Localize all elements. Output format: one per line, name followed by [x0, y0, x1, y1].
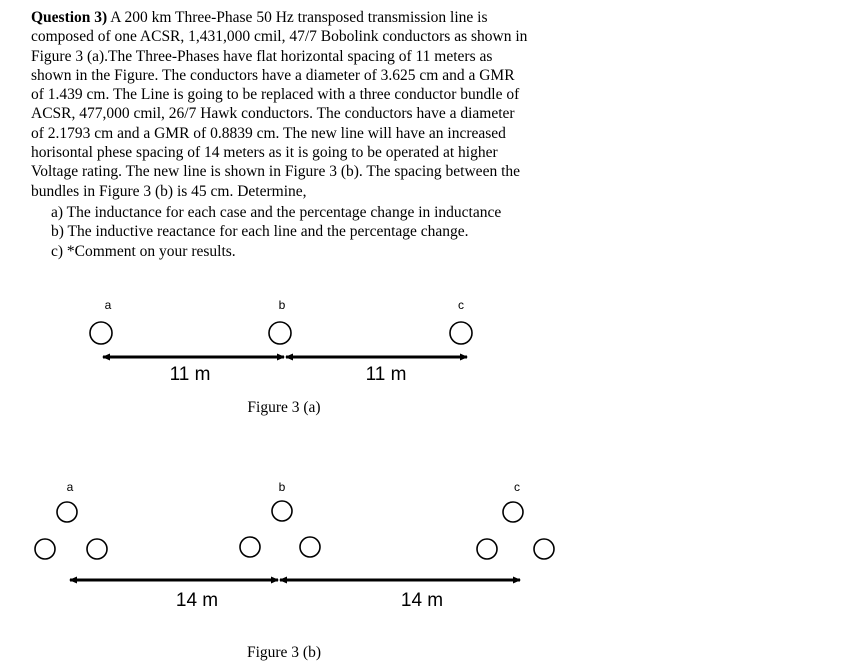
subconductor: [87, 539, 107, 559]
question-line: of 2.1793 cm and a GMR of 0.8839 cm. The new line will have an increased: [31, 124, 506, 142]
phase-label-a: a: [104, 298, 112, 312]
subconductor: [300, 537, 320, 557]
question-line: horisontal phese spacing of 14 meters as it is going to be operated at higher: [31, 144, 498, 162]
question-part-b: b) The inductive reactance for each line and the percentage change.: [51, 223, 469, 241]
conductor-b: [269, 322, 291, 344]
question-line: Figure 3 (a).The Three-Phases have flat horizontal spacing of 11 meters as: [31, 47, 493, 65]
spacing-label-bc: 14 m: [400, 590, 444, 611]
conductor-bundle-a: [35, 502, 107, 559]
question-line: shown in the Figure. The conductors have a diameter of 3.625 cm and a GMR: [31, 66, 515, 84]
question-line: ACSR, 477,000 cmil, 26/7 Hawk conductors. The conductors have a diameter: [31, 105, 515, 123]
phase-label-a: a: [66, 480, 74, 494]
figure-3b: [35, 480, 554, 661]
question-line-1-text: A 200 km Three-Phase 50 Hz transposed transmission line is: [107, 9, 488, 26]
figure-caption-b: Figure 3 (b): [246, 644, 322, 661]
conductor-bundle-b: [240, 501, 320, 557]
subconductor: [272, 501, 292, 521]
question-line: of 1.439 cm. The Line is going to be replaced with a three conductor bundle of: [31, 86, 520, 104]
subconductor: [534, 539, 554, 559]
question-line: bundles in Figure 3 (b) is 45 cm. Determine,: [31, 182, 307, 200]
conductor-a: [90, 322, 112, 344]
spacing-label-ab: 14 m: [175, 590, 219, 611]
subconductor: [477, 539, 497, 559]
phase-label-c: c: [458, 298, 464, 312]
conductor-c: [450, 322, 472, 344]
subconductor: [503, 502, 523, 522]
question-part-a: a) The inductance for each case and the percentage change in inductance: [51, 204, 502, 221]
subconductor: [240, 537, 260, 557]
question-line: Voltage rating. The new line is shown in Figure 3 (b). The spacing between the: [31, 163, 521, 181]
subconductor: [57, 502, 77, 522]
question-label: Question 3): [31, 9, 108, 26]
conductor-bundle-c: [477, 502, 554, 559]
question-line: composed of one ACSR, 1,431,000 cmil, 47/7 Bobolink conductors as shown in: [31, 28, 528, 46]
figure-caption-a: Figure 3 (a): [247, 399, 321, 416]
spacing-label-bc: 11 m: [365, 364, 407, 385]
phase-label-c: c: [514, 480, 520, 494]
spacing-label-ab: 11 m: [169, 364, 211, 385]
question-part-c: c) *Comment on your results.: [51, 242, 236, 260]
subconductor: [35, 539, 55, 559]
figure-3a: [90, 298, 472, 416]
phase-label-b: b: [278, 298, 286, 312]
phase-label-b: b: [278, 480, 286, 494]
